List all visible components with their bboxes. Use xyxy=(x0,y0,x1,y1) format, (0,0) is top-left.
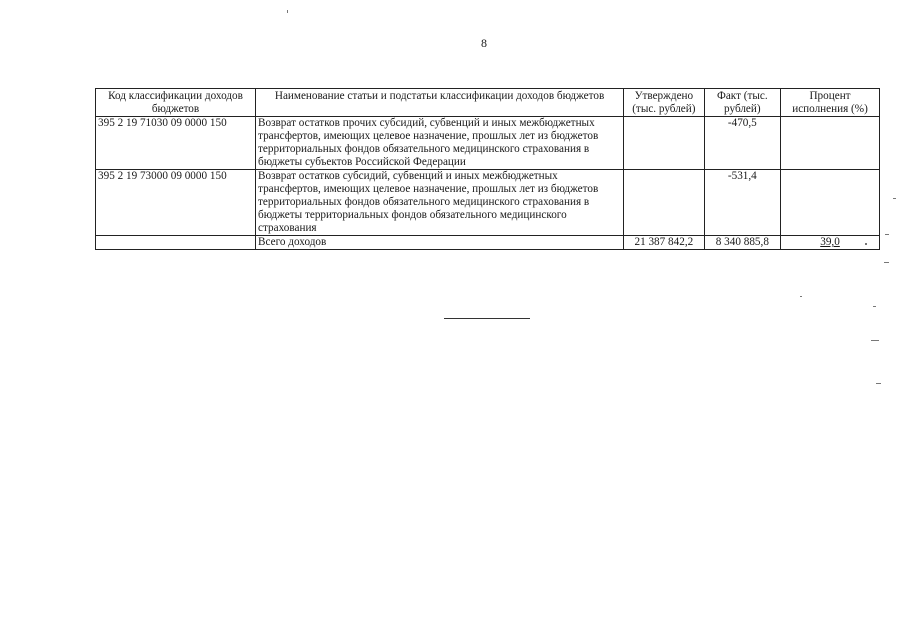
total-row xyxy=(96,236,880,250)
total-code xyxy=(96,236,256,250)
row-fact: -470,5 xyxy=(704,117,780,170)
row-fact: -531,4 xyxy=(704,170,780,236)
scan-speck xyxy=(876,383,881,384)
row-name: Возврат остатков прочих субсидий, субвенций и иных межбюджетных трансфертов, имеющих целевое назначение, прошлых лет из бюджетов территориальных фондов обязательного медицинского страхования в бюджеты субъектов Российской Федерации xyxy=(256,117,624,170)
row-name: Возврат остатков субсидий, субвенций и иных межбюджетных трансфертов, имеющих целевое назначение, прошлых лет из бюджетов территориальных фондов обязательного медицинского страхования в бюджеты территориальных фондов обязательного медицинского страхования xyxy=(256,170,624,236)
page-number: 8 xyxy=(481,36,487,50)
scan-speck xyxy=(885,234,889,235)
scan-speck xyxy=(873,306,876,307)
table-row xyxy=(96,117,880,170)
total-name: Всего доходов xyxy=(256,236,624,250)
row-approved xyxy=(624,117,705,170)
row-percent xyxy=(781,170,880,236)
end-of-text-line xyxy=(444,318,530,319)
total-percent: 39,0 xyxy=(820,236,840,248)
row-approved xyxy=(624,170,705,236)
revenue-table xyxy=(95,88,880,250)
scan-speck xyxy=(800,296,802,297)
scan-speck xyxy=(865,243,867,245)
header-code: Код классификации доходов бюджетов xyxy=(96,89,256,117)
header-name: Наименование статьи и подстатьи классификации доходов бюджетов xyxy=(256,89,624,117)
header-fact: Факт (тыс. рублей) xyxy=(704,89,780,117)
row-code: 395 2 19 73000 09 0000 150 xyxy=(96,170,256,236)
scan-speck xyxy=(893,198,896,199)
table-header-row xyxy=(96,89,880,117)
header-percent: Процент исполнения (%) xyxy=(781,89,880,117)
header-approved: Утверждено (тыс. рублей) xyxy=(624,89,705,117)
total-fact: 8 340 885,8 xyxy=(704,236,780,250)
total-approved: 21 387 842,2 xyxy=(624,236,705,250)
row-code: 395 2 19 71030 09 0000 150 xyxy=(96,117,256,170)
table-row xyxy=(96,170,880,236)
scan-speck xyxy=(884,262,889,263)
scan-speck xyxy=(871,340,879,341)
row-percent xyxy=(781,117,880,170)
scan-speck xyxy=(287,10,288,13)
